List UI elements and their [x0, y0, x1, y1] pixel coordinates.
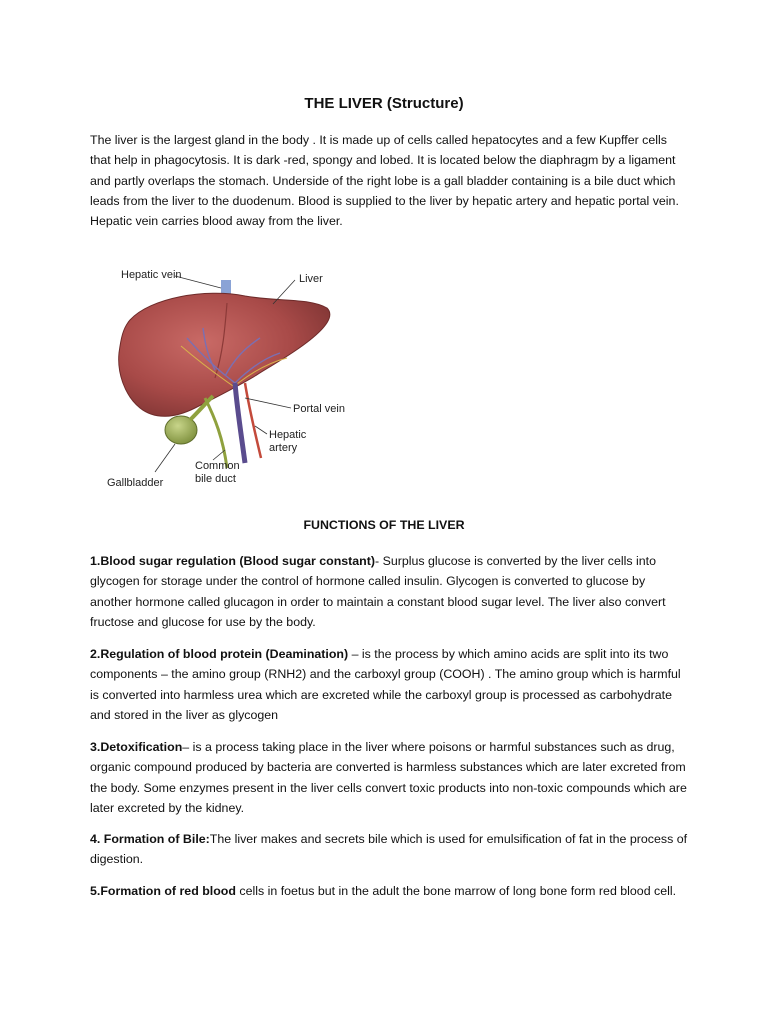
leader-bile-duct [213, 450, 225, 460]
function-item-5 [90, 881, 690, 901]
label-common-bile-duct-1: Common [195, 460, 240, 472]
page-title: THE LIVER (Structure) [304, 95, 464, 112]
label-portal-vein: Portal vein [293, 403, 345, 415]
label-hepatic-vein: Hepatic vein [121, 269, 182, 281]
function-item-2 [90, 644, 690, 725]
function-heading-3: 3.Detoxification [90, 740, 183, 754]
function-item-1 [90, 551, 690, 632]
function-text-3: – is a process taking place in the liver where poisons or harmful substances such as drug, organic compound produced by bacteria are converted is harmless substances which are later excreted from the body. Some enzymes present in the liver cells convert toxic products into non-toxic compounds which are later excreted by the kidney. [90, 740, 687, 815]
leader-portal-vein [245, 398, 291, 408]
function-text-1: - Surplus glucose is converted by the liver cells into glycogen for storage under the control of hormone called insulin. Glycogen is converted to glucose by another hormone called glucagon in order to maintain a constant blood sugar level. The liver also convert fructose and glucose for use by the body. [90, 554, 666, 629]
function-text-5: cells in foetus but in the adult the bone marrow of long bone form red blood cell. [235, 884, 677, 898]
label-liver: Liver [299, 273, 323, 285]
function-text-4: The liver makes and secrets bile which is used for emulsification of fat in the process of digestion. [90, 832, 688, 867]
liver-shape [119, 293, 330, 416]
leader-hepatic-artery [255, 426, 267, 434]
function-heading-4: 4. Formation of Bile: [90, 832, 210, 846]
liver-diagram [95, 258, 375, 498]
label-common-bile-duct-2: bile duct [195, 473, 236, 485]
hepatic-artery-vessel [245, 383, 261, 458]
label-hepatic-artery-1: Hepatic [269, 429, 307, 441]
intro-paragraph: The liver is the largest gland in the body . It is made up of cells called hepatocytes and a few Kupffer cells that help in phagocytosis. It is dark -red, spongy and lobed. It is located below the diaphragm by a ligament and partly overlaps the stomach. Underside of the right lobe is a gall bladder containing is a bile duct which leads from the liver to the duodenum. Blood is supplied to the liver by hepatic artery and hepatic portal vein. Hepatic vein carries blood away from the liver. [90, 133, 679, 229]
function-text-2: – is the process by which amino acids are split into its two components – the amino group (RNH2) and the carboxyl group (COOH) . The amino group which is harmful is converted into harmless urea which are excreted while the carboxyl group is processed as carbohydrate and stored in the liver as glycogen [90, 647, 681, 722]
function-item-3 [90, 737, 690, 818]
leader-gallbladder [155, 444, 175, 472]
function-heading-2: 2.Regulation of blood protein (Deamination) [90, 647, 349, 661]
label-hepatic-artery-2: artery [269, 442, 298, 454]
functions-heading: FUNCTIONS OF THE LIVER [303, 518, 465, 532]
liver-illustration [95, 258, 375, 498]
leader-hepatic-vein [175, 276, 221, 288]
function-heading-5: 5.Formation of red blood [90, 884, 236, 898]
label-gallbladder: Gallbladder [107, 477, 164, 489]
function-heading-1: 1.Blood sugar regulation (Blood sugar constant) [90, 554, 375, 568]
function-item-4 [90, 829, 690, 870]
portal-vein-vessel [235, 383, 245, 463]
